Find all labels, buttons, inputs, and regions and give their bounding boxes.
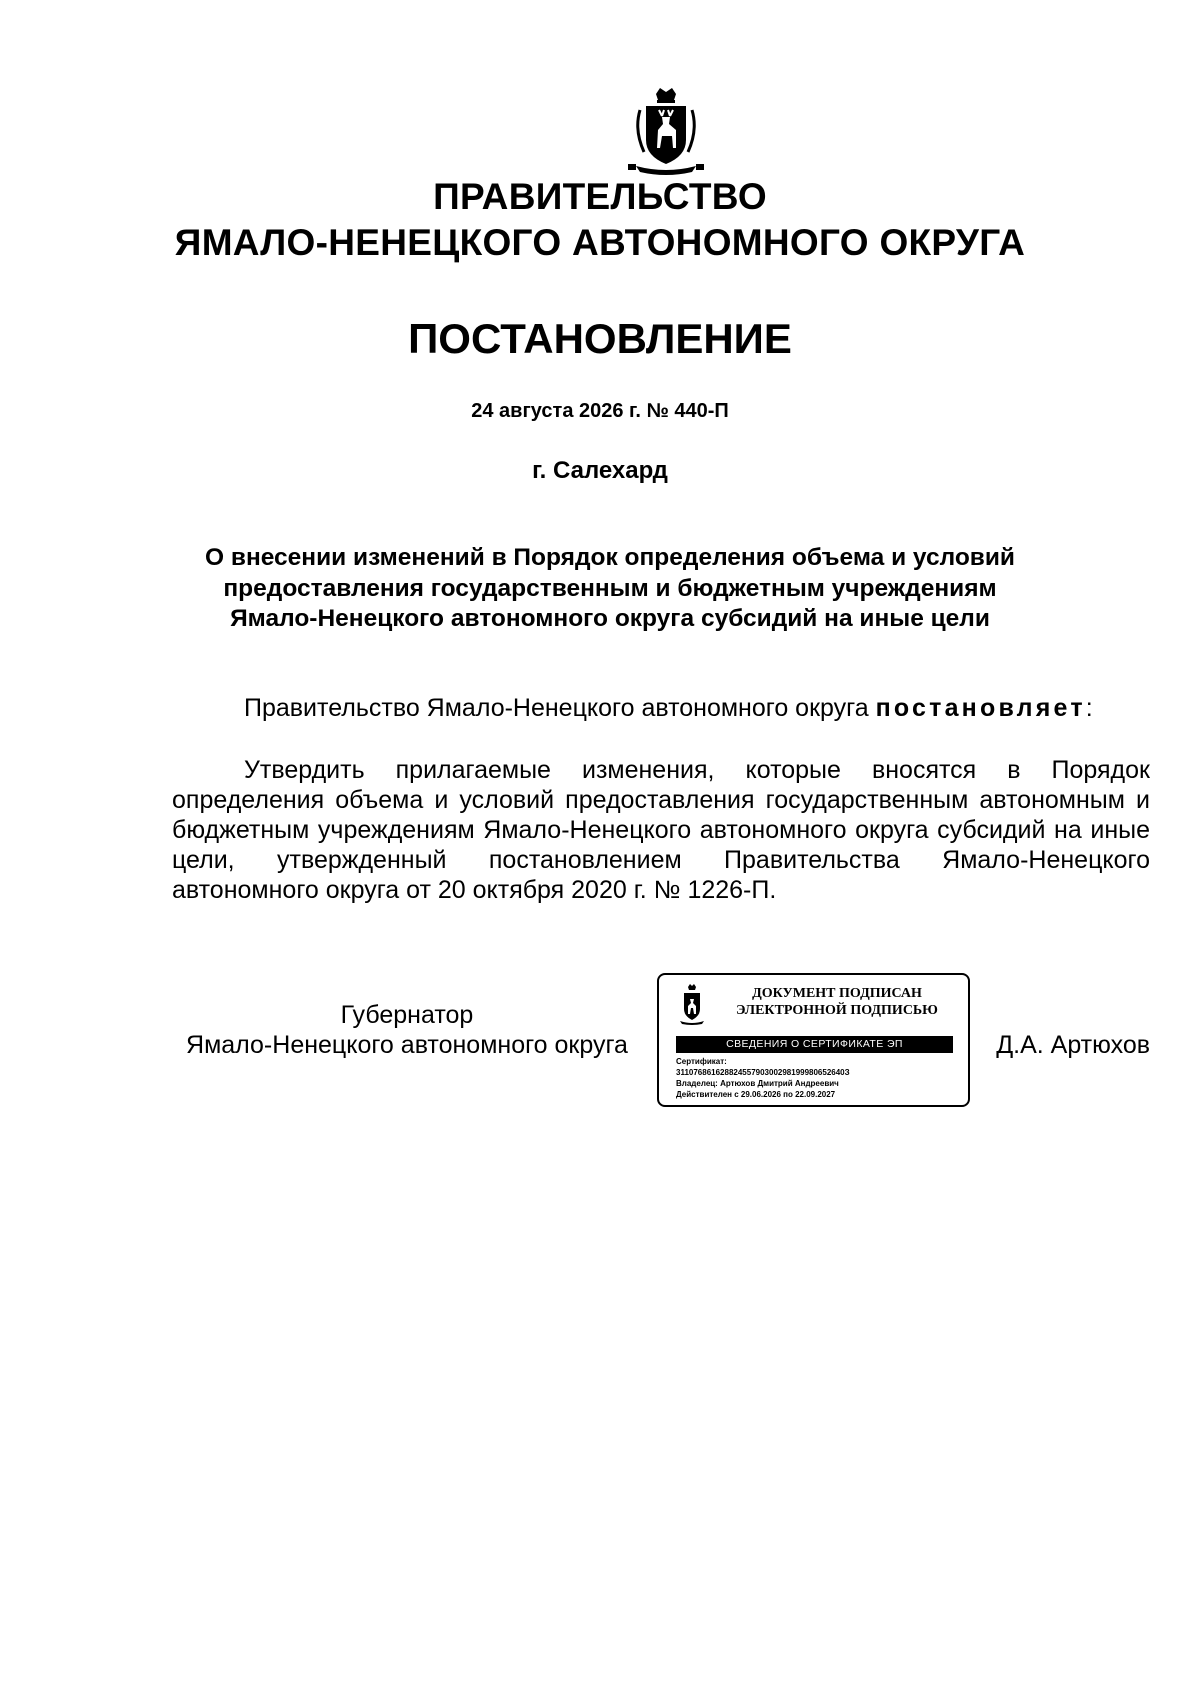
subject-line: О внесении изменений в Порядок определения объема и условий	[205, 544, 1015, 571]
stamp-emblem-icon	[677, 983, 707, 1025]
org-title-line2: ЯМАЛО-НЕНЕЦКОГО АВТОНОМНОГО ОКРУГА	[174, 222, 1026, 263]
org-title-line1: ПРАВИТЕЛЬСТВО	[433, 176, 767, 217]
preamble-keyword: постановляет	[875, 694, 1086, 722]
stamp-validity: Действителен с 29.06.2026 по 22.09.2027	[676, 1090, 836, 1099]
preamble	[172, 693, 1150, 723]
preamble-colon: :	[1085, 694, 1093, 722]
stamp-cert-number: 31107686162882455790300298199980652640З	[676, 1068, 850, 1077]
signer-position-line: Губернатор	[340, 1001, 474, 1029]
stamp-certificate-bar: СВЕДЕНИЯ О СЕРТИФИКАТЕ ЭП	[676, 1036, 953, 1053]
electronic-signature-stamp	[657, 973, 970, 1107]
signer-position-line: Ямало-Ненецкого автономного округа	[186, 1031, 628, 1059]
body-paragraph: Утвердить прилагаемые изменения, которые вносятся в Порядок определения объема и условий предоставления государственным автономным и бюджетным учреждениям Ямало-Ненецкого автономного округа субсидий на иные цели, утвержденный постановлением Правительства Ямало-Ненецкого автономного округа от 20 октября 2020 г. № 1226-П.	[172, 756, 1150, 904]
stamp-owner: Владелец: Артюхов Дмитрий Андреевич	[676, 1079, 839, 1088]
subject-line: предоставления государственным и бюджетным учреждениям	[223, 574, 997, 602]
document-place: г. Салехард	[532, 457, 668, 484]
subject-line: Ямало-Ненецкого автономного округа субсидий на иные цели	[230, 605, 990, 632]
stamp-title-line: ЭЛЕКТРОННОЙ ПОДПИСЬЮ	[736, 1003, 938, 1018]
coat-of-arms-emblem	[622, 86, 710, 178]
document-subject	[170, 543, 1050, 635]
document-type: ПОСТАНОВЛЕНИЕ	[408, 315, 792, 362]
document-date-number: 24 августа 2026 г. № 440-П	[471, 400, 729, 422]
stamp-cert-label: Сертификат:	[676, 1057, 727, 1066]
stamp-title-line: ДОКУМЕНТ ПОДПИСАН	[752, 986, 922, 1001]
signer-name: Д.А. Артюхов	[996, 1031, 1150, 1059]
signer-position	[172, 1000, 642, 1060]
preamble-text: Правительство Ямало-Ненецкого автономного округа	[244, 694, 876, 722]
